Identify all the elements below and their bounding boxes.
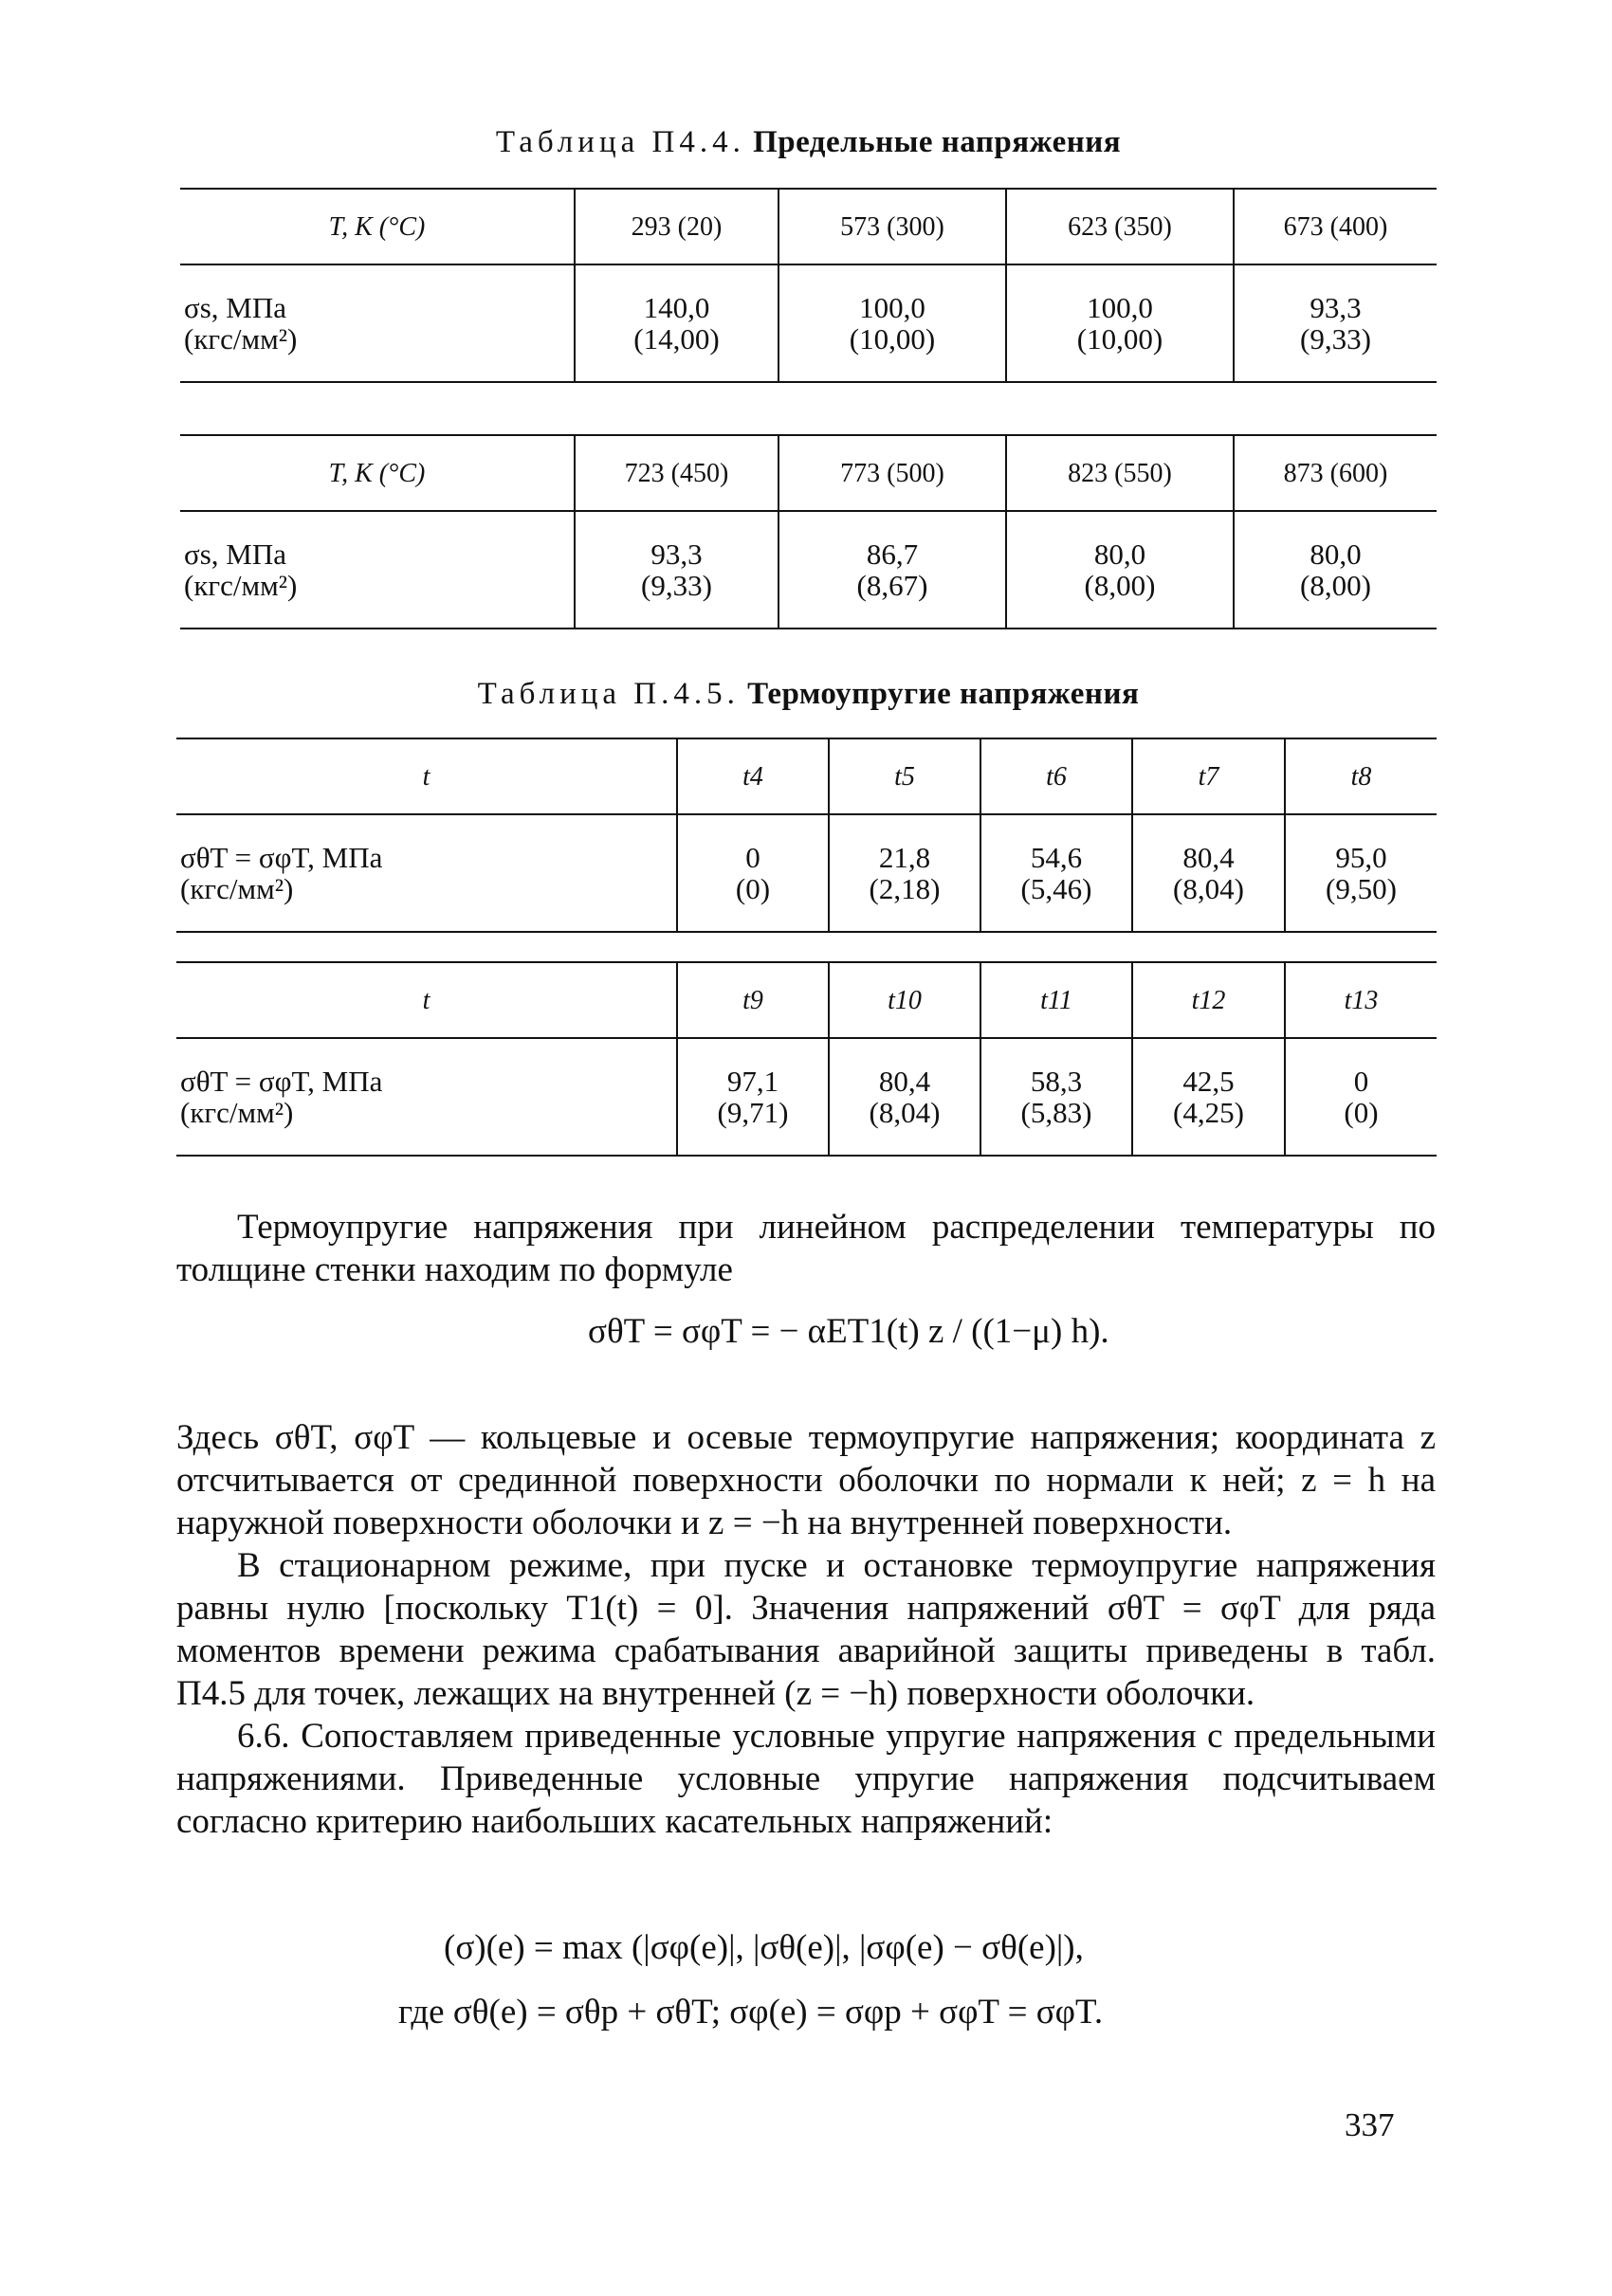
time-cell: t12	[1132, 962, 1285, 1038]
formula-text: где σθ(e) = σθp + σθT; σφ(e) = σφp + σφT = σφT.	[398, 1993, 1104, 2032]
table-row	[176, 1038, 1437, 1156]
time-cell: t11	[980, 962, 1132, 1038]
value-cell: 54,6 (5,46)	[980, 814, 1132, 932]
paragraph-block	[176, 1416, 1436, 1843]
row-label-stress: σs, МПа (кгс/мм²)	[184, 538, 298, 602]
caption-title: Предельные напряжения	[753, 125, 1122, 159]
caption-prefix: Таблица П.4.5.	[477, 677, 740, 711]
value-cell: 100,0 (10,00)	[779, 264, 1006, 382]
table-header-row	[180, 189, 1437, 264]
time-cell: t13	[1285, 962, 1437, 1038]
value-cell: 42,5 (4,25)	[1132, 1038, 1285, 1156]
paragraph-intro	[176, 1206, 1436, 1291]
temp-cell: 723 (450)	[575, 435, 779, 511]
table-row	[180, 264, 1437, 382]
row-label-stress: σs, МПа (кгс/мм²)	[184, 291, 298, 355]
temp-cell: 823 (550)	[1006, 435, 1234, 511]
value-cell: 86,7 (8,67)	[779, 511, 1006, 629]
table-header-row	[176, 738, 1437, 814]
time-cell: t8	[1285, 738, 1437, 814]
caption-prefix: Таблица П4.4.	[495, 125, 745, 159]
value-cell: 80,0 (8,00)	[1006, 511, 1234, 629]
row-label-time: t	[176, 962, 677, 1038]
table-row	[180, 511, 1437, 629]
table-p4-5-part1	[176, 738, 1437, 933]
table-header-row	[176, 962, 1437, 1038]
value-cell: 80,0 (8,00)	[1234, 511, 1437, 629]
row-label-thermal-stress: σθT = σφT, МПа (кгс/мм²)	[180, 1065, 383, 1129]
paragraph-text: Здесь σθT, σφT — кольцевые и осевые термоупругие напряжения; координата z отсчитывается от срединной поверхности оболочки по нормали к ней; z = h на наружной поверхности оболочки и z = −h на внутренней поверхности.	[176, 1418, 1436, 1542]
value-cell: 93,3 (9,33)	[575, 511, 779, 629]
time-cell: t9	[677, 962, 829, 1038]
temp-cell: 673 (400)	[1234, 189, 1437, 264]
row-label-temperature: T, K (°C)	[180, 189, 575, 264]
value-cell: 0 (0)	[677, 814, 829, 932]
time-cell: t4	[677, 738, 829, 814]
value-cell: 93,3 (9,33)	[1234, 264, 1437, 382]
page-number: 337	[1345, 2106, 1395, 2143]
value-cell: 21,8 (2,18)	[829, 814, 980, 932]
temp-cell: 773 (500)	[779, 435, 1006, 511]
temp-cell: 623 (350)	[1006, 189, 1234, 264]
time-cell: t5	[829, 738, 980, 814]
value-cell: 95,0 (9,50)	[1285, 814, 1437, 932]
paragraph-text: 6.6. Сопоставляем приведенные условные упругие напряжения с предельными напряжениями. Приведенные условные упругие напряжения подсчитываем согласно критерию наибольших касательных напряжений:	[176, 1717, 1436, 1841]
formula-text: σθT = σφT = − αET1(t) z / ((1−μ) h).	[588, 1312, 1109, 1351]
table-p4-4-part1	[180, 188, 1437, 383]
table-p4-5-part2	[176, 961, 1437, 1157]
formula-components	[398, 1991, 1103, 2033]
table-header-row	[180, 435, 1437, 511]
value-cell: 140,0 (14,00)	[575, 264, 779, 382]
paragraph-text: В стационарном режиме, при пуске и остановке термоупругие напряжения равны нулю [поскольку T1(t) = 0]. Значения напряжений σθT = σφT для ряда моментов времени режима срабатывания аварийной защиты приведены в табл. П4.5 для точек, лежащих на внутренней (z = −h) поверхности оболочки.	[176, 1546, 1436, 1713]
time-cell: t6	[980, 738, 1132, 814]
table-row	[176, 814, 1437, 932]
table-caption-p4-4	[180, 123, 1437, 161]
value-cell: 0 (0)	[1285, 1038, 1437, 1156]
value-cell: 97,1 (9,71)	[677, 1038, 829, 1156]
temp-cell: 873 (600)	[1234, 435, 1437, 511]
formula-thermal-stress	[588, 1310, 1109, 1353]
temp-cell: 573 (300)	[779, 189, 1006, 264]
table-caption-p4-5	[180, 675, 1437, 713]
value-cell: 58,3 (5,83)	[980, 1038, 1132, 1156]
table-p4-4-part2	[180, 434, 1437, 629]
value-cell: 100,0 (10,00)	[1006, 264, 1234, 382]
time-cell: t10	[829, 962, 980, 1038]
time-cell: t7	[1132, 738, 1285, 814]
row-label-time: t	[176, 738, 677, 814]
paragraph-text: Термоупругие напряжения при линейном распределении температуры по толщине стенки находим по формуле	[176, 1208, 1436, 1289]
value-cell: 80,4 (8,04)	[1132, 814, 1285, 932]
caption-title: Термоупругие напряжения	[747, 677, 1140, 711]
formula-equivalent-stress	[444, 1926, 1084, 1969]
value-cell: 80,4 (8,04)	[829, 1038, 980, 1156]
row-label-temperature: T, K (°C)	[180, 435, 575, 511]
row-label-thermal-stress: σθT = σφT, МПа (кгс/мм²)	[180, 841, 383, 905]
formula-text: (σ)(e) = max (|σφ(e)|, |σθ(e)|, |σφ(e) − σθ(e)|),	[444, 1928, 1084, 1967]
temp-cell: 293 (20)	[575, 189, 779, 264]
